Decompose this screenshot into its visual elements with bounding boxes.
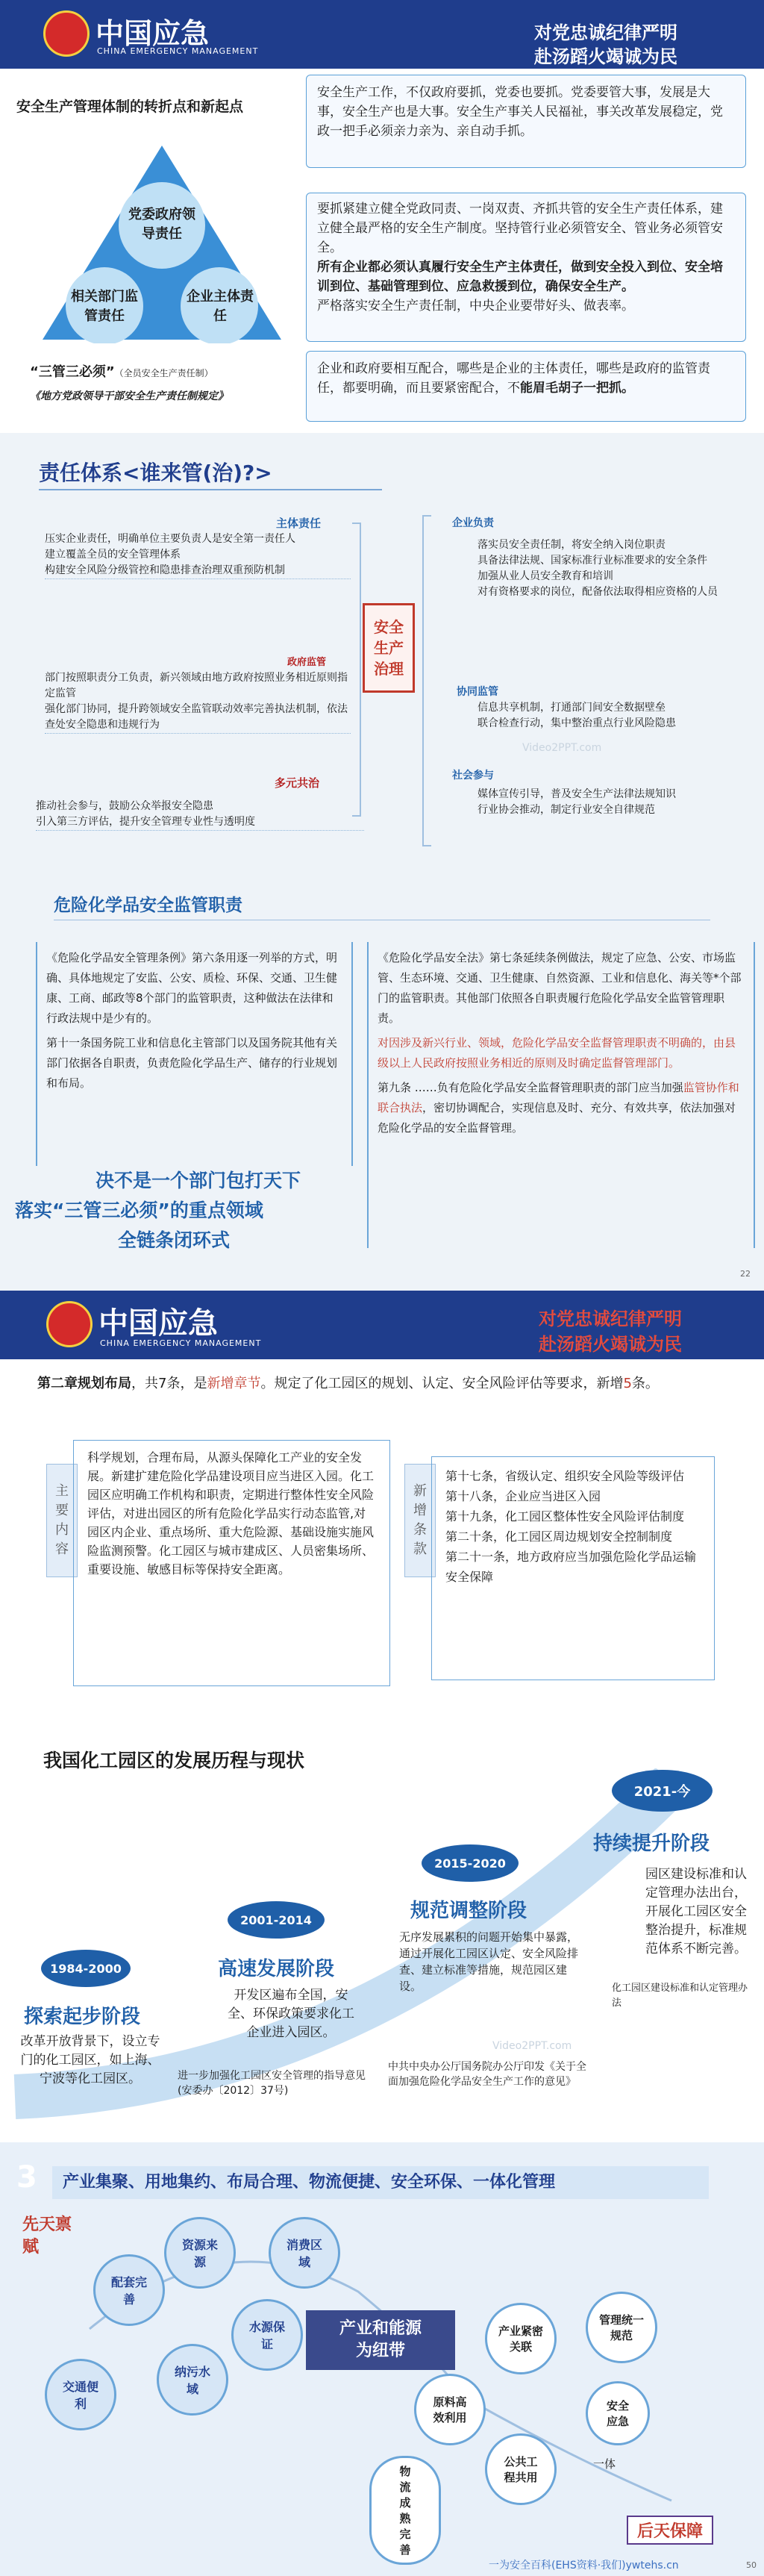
quote-2a: 要抓紧建立健全党政同责、一岗双责、齐抓共管的安全生产责任体系，建立健全最严格的安全生产制度。坚持管行业必须管安全、管业务必须管安全。 [317, 202, 723, 255]
header-bar-4 [0, 1291, 764, 1359]
gov-item-1: 部门按照职责分工负责，新兴领域由地方政府按照业务相近原则指定监管 [45, 672, 348, 699]
stage-4-years: 2021-今 [633, 1784, 691, 1800]
brand-name: 中国应急 [96, 17, 210, 50]
slide-5 [0, 1716, 764, 2142]
stage-4-desc: 园区建设标准和认定管理办法出台，开展化工园区安全整治提升，标准规范体系不断完善。 [645, 1867, 747, 1956]
right-text-b: 对因涉及新兴行业、领域，危险化学品安全监督管理职责不明确的，由县级以上人民政府按照业务相近的原则及时确定监督管理部门。 [378, 1036, 736, 1070]
new-item-4: 第二十条，化工园区周边规划安全控制制度 [445, 1529, 673, 1544]
quote-1: 安全生产工作，不仅政府要抓，党委也要抓。党委要管大事，发展是大事，安全生产也是大事。安全生产事关人民福祉，事关改革发展稳定，党政一把手必须亲力亲为、亲自动手抓。 [317, 85, 723, 139]
center-box [363, 603, 415, 693]
chapter-a: 第二章规划布局 [37, 1376, 131, 1391]
main-item-3: 构建安全风险分级管控和隐患排查治理双重预防机制 [45, 564, 285, 576]
node-yuanliao [414, 2374, 486, 2445]
multi-items [36, 799, 364, 831]
left-text-a: 《危险化学品安全管理条例》第六条用逐一列举的方式，明确、具体地规定了安监、公安、质检、环保、交通、卫生健康、工商、邮政等8个部门的监管职责，这种做法在法律和行政法规中是少有的。 [46, 951, 338, 1025]
stage-2-desc: 开发区遍布全国，安全、环保政策要求化工企业进入园区。 [228, 1988, 354, 2040]
slogan-1: 对党忠诚纪律严明 [534, 22, 677, 43]
node-guanli [586, 2292, 657, 2363]
node-gonggong-label: 公共工程共用 [504, 2455, 538, 2484]
multi-item-1: 推动社会参与，鼓励公众举报安全隐患 [36, 800, 213, 812]
main-items [45, 531, 351, 579]
node-peitao-label: 配套完善 [110, 2275, 147, 2307]
stage-3-name: 规范调整阶段 [410, 1900, 527, 1922]
right-text-a: 《危险化学品安全法》第七条延续条例做法，规定了应急、公安、市场监管、生态环境、交通、卫生健康、自然资源、工业和信息化、海关等*个部门的监管职责。其他部门依照各自职责履行危险化学品安全监管管理职责。 [378, 951, 742, 1025]
right-tag: 后天保障 [627, 2516, 713, 2545]
brand-name-4: 中国应急 [98, 1306, 218, 1341]
gov-label: 政府监管 [287, 657, 327, 668]
watermark-2: Video2PPT.com [492, 2040, 572, 2052]
chapter-e: 5 [623, 1376, 632, 1391]
slogan-4b: 赴汤蹈火竭诚为民 [539, 1334, 682, 1355]
left-tag: 先天禀赋 [22, 2215, 72, 2257]
sanguan-label [30, 361, 213, 381]
main-item-2: 建立覆盖全员的安全管理体系 [45, 549, 181, 561]
slide-6 [0, 2142, 764, 2576]
node-yuanliao-label: 原料高效利用 [433, 2395, 467, 2424]
chapter-f: 条。 [631, 1376, 659, 1391]
stage-3-years: 2015-2020 [434, 1856, 506, 1871]
main-content-label: 主要内容 [55, 1483, 69, 1557]
stage-4-note: 化工园区建设标准和认定管理办法 [612, 1983, 748, 2009]
center-banner-label: 产业和能源为纽带 [339, 2319, 422, 2360]
right-text-c3: ，密切协调配合，实现信息及时、充分、有效共享，依法加强对危险化学品的安全监督管理。 [378, 1101, 736, 1135]
new-item-2: 第十八条，企业应当进区入园 [445, 1489, 601, 1503]
main-item-1: 压实企业责任，明确单位主要负责人是安全第一责任人 [45, 533, 295, 545]
right-bracket [422, 515, 431, 846]
coop-label: 协同监管 [457, 686, 498, 698]
coop-items [478, 700, 754, 732]
ent-items [478, 537, 754, 600]
node-shuiyuan [231, 2299, 303, 2371]
node-chanye [485, 2303, 557, 2374]
new-clause-box [431, 1456, 715, 1680]
stage-4-circle [612, 1770, 713, 1812]
slide6-banner: 产业集聚、用地集约、布局合理、物流便捷、安全环保、一体化管理 [52, 2166, 709, 2199]
gov-items [45, 670, 351, 734]
ent-item-2: 具备法律法规、国家标准行业标准要求的安全条件 [478, 555, 707, 567]
coop-item-2: 联合检查行动，集中整治重点行业风险隐患 [478, 717, 676, 729]
node-jiaotong-label: 交通便利 [62, 2380, 98, 2411]
stage-1-desc: 改革开放背景下，设立专门的化工园区，如上海、宁波等化工园区。 [20, 2034, 160, 2086]
slogan-a: 决不是一个部门包打天下 [96, 1170, 301, 1191]
quote-box-1 [306, 75, 746, 168]
quote-box-2 [306, 193, 746, 342]
stage-3-circle [422, 1844, 519, 1882]
slide5-title: 我国化工园区的发展历程与现状 [43, 1750, 305, 1771]
node-gonggong [485, 2433, 557, 2505]
node-nawu-label: 纳污水域 [174, 2365, 210, 2396]
new-item-3: 第十九条，化工园区整体性安全风险评估制度 [445, 1509, 685, 1524]
node-anquan-label: 安全应急 [606, 2399, 629, 2428]
right-text-c1: 第九条 ……负有危险化学品安全监督管理职责的部门应当加强 [378, 1081, 683, 1094]
ent-label: 企业负责 [452, 517, 494, 529]
chapter-line [37, 1373, 731, 1395]
soc-items [478, 787, 754, 818]
slogan-4a: 对党忠诚纪律严明 [539, 1309, 682, 1329]
node-ziyuan-label: 资源来源 [181, 2238, 218, 2269]
node-xiaofei-label: 消费区域 [286, 2238, 322, 2269]
tri-right: 企业主体责任 [187, 289, 254, 324]
page-num-50: 50 [746, 2560, 757, 2570]
stage-2-name: 高速发展阶段 [218, 1958, 335, 1980]
slide-4 [0, 1291, 764, 1716]
content-box [73, 1440, 390, 1686]
node-anquan [586, 2381, 650, 2445]
multi-item-2: 引入第三方评估，提升安全管理专业性与透明度 [36, 816, 255, 828]
emblem-icon [43, 10, 90, 57]
right-text-c [378, 1078, 745, 1138]
node-wuliu [369, 2456, 441, 2565]
header-bar [0, 0, 764, 69]
node-nawu [157, 2344, 228, 2416]
slogan-c: 全链条闭环式 [118, 1229, 231, 1251]
quote-2b: 所有企业都必须认真履行安全生产主体责任，做到安全投入到位、安全培训到位、基础管理到位、应急救援到位，确保安全生产。 [317, 260, 723, 294]
right-panel [367, 942, 755, 1248]
center-banner [306, 2310, 455, 2370]
brand-sub-4: CHINA EMERGENCY MANAGEMENT [100, 1338, 262, 1348]
sanguan-doc: 《地方党政领导干部安全生产责任制规定》 [30, 390, 228, 402]
watermark-1: Video2PPT.com [522, 742, 602, 754]
center-label: 安全生产治理 [374, 618, 404, 678]
new-item-1: 第十七条，省级认定、组织安全风险等级评估 [445, 1469, 685, 1483]
slide2-title: 责任体系<谁来管(治)?> [39, 461, 272, 485]
node-chanye-label: 产业紧密关联 [498, 2324, 544, 2354]
left-text-b: 第十一条国务院工业和信息化主管部门以及国务院其他有关部门依据各自职责，负责危险化学品生产、储存的行业规划和布局。 [46, 1036, 338, 1090]
coop-item-1: 信息共享机制，打通部门间安全数据壁垒 [478, 702, 666, 714]
new-clause-label: 新增条款 [413, 1483, 427, 1557]
ent-item-3: 加强从业人员安全教育和培训 [478, 570, 613, 582]
node-jiaotong [45, 2359, 116, 2430]
stage-3-note: 中共中央办公厅国务院办公厅印发《关于全面加强危险化学品安全生产工作的意见》 [388, 2061, 586, 2088]
soc-item-2: 行业协会推动，制定行业安全自律规范 [478, 804, 655, 816]
new-item-5: 第二十一条，地方政府应当加强危险化学品运输安全保障 [445, 1550, 697, 1584]
node-ziyuan [164, 2217, 236, 2289]
chapter-c: 新增章节 [207, 1376, 261, 1391]
slide1-heading: 安全生产管理体制的转折点和新起点 [16, 99, 244, 115]
emblem-icon-4 [46, 1301, 93, 1347]
quote-2c: 严格落实安全生产责任制，中央企业要带好头、做表率。 [317, 299, 634, 314]
right-text-c2: 监管协作和联合执法 [378, 1081, 739, 1114]
quote-3b: 能眉毛胡子一把抓。 [520, 381, 634, 396]
tri-left: 相关部门监管责任 [71, 289, 138, 324]
slide6-num: 3 [16, 2160, 37, 2195]
stage-1-years: 1984-2000 [50, 1961, 122, 1976]
slide-2 [0, 433, 764, 869]
main-label: 主体责任 [276, 517, 322, 530]
stage-4-name: 持续提升阶段 [593, 1833, 710, 1855]
chapter-d: 。规定了化工园区的规划、认定、安全风险评估等要求，新增 [260, 1376, 624, 1391]
content-text: 科学规划，合理布局，从源头保障化工产业的安全发展。新建扩建危险化学品建设项目应当进区入园。化工园区应明确工作机构和职责，定期进行整体性安全风险评估，对进出园区的所有危险化学品实行动态监管,对园区内企业、重点场所、重大危险源、基础设施实施风险监测预警。化工园区与城市建成区、人员密集场所、重要设施、敏感目标等保持安全距离。 [87, 1450, 375, 1577]
stage-2-circle [228, 1901, 325, 1939]
node-shuiyuan-label: 水源保证 [248, 2320, 285, 2351]
left-panel [36, 942, 353, 1166]
sanguan-text: “三管三必须” [30, 364, 115, 380]
stage-1-circle [41, 1950, 131, 1987]
title-underline [39, 489, 382, 490]
stage-2-note: 进一步加强化工园区安全管理的指导意见(安委办〔2012〕37号) [178, 2070, 366, 2097]
slide3-title: 危险化学品安全监管职责 [54, 896, 242, 915]
slide6-footer: 一为安全百科(EHS资料·我们)ywtehs.cn [489, 2560, 679, 2572]
quote-3a: 企业和政府要相互配合，哪些是企业的主体责任，哪些是政府的监管责任，都要明确，而且要紧密配合，不 [317, 361, 710, 396]
chapter-b: ，共7条，是 [131, 1376, 207, 1391]
node-wuliu-label: 物流成熟完善 [399, 2465, 411, 2557]
quote-box-3 [306, 351, 746, 422]
sanguan-note: （全员安全生产责任制） [114, 368, 213, 378]
soc-item-1: 媒体宣传引导，普及安全生产法律法规知识 [478, 788, 676, 800]
node-guanli-label: 管理统一规范 [599, 2313, 645, 2342]
ent-item-4: 对有资格要求的岗位，配备依法取得相应资格的人员 [478, 586, 718, 598]
stage-1-name: 探索起步阶段 [24, 2006, 141, 2028]
ent-item-1: 落实员安全责任制，将安全纳入岗位职责 [478, 539, 666, 551]
slide-3 [0, 869, 764, 1291]
node-peitao [93, 2254, 165, 2326]
soc-label: 社会参与 [452, 770, 494, 782]
node-yiti: 一体 [593, 2457, 616, 2471]
slogan-2: 赴汤蹈火竭诚为民 [534, 46, 677, 67]
gov-item-2: 强化部门协同，提升跨领域安全监管联动效率完善执法机制，依法查处安全隐患和违规行为 [45, 703, 348, 731]
slogan-b: 落实“三管三必须”的重点领域 [15, 1200, 263, 1221]
tri-top: 党委政府领导责任 [128, 207, 195, 242]
multi-label: 多元共治 [275, 776, 320, 790]
page-num-22: 22 [740, 1269, 751, 1279]
stage-3-desc: 无序发展累积的问题开始集中暴露，通过开展化工园区认定、安全风险排查、建立标准等措施，规范园区建设。 [399, 1930, 579, 1993]
left-bracket [352, 523, 361, 817]
brand-sub: CHINA EMERGENCY MANAGEMENT [97, 46, 259, 56]
node-xiaofei [269, 2217, 340, 2289]
slide-1 [0, 0, 764, 433]
stage-2-years: 2001-2014 [240, 1912, 312, 1927]
